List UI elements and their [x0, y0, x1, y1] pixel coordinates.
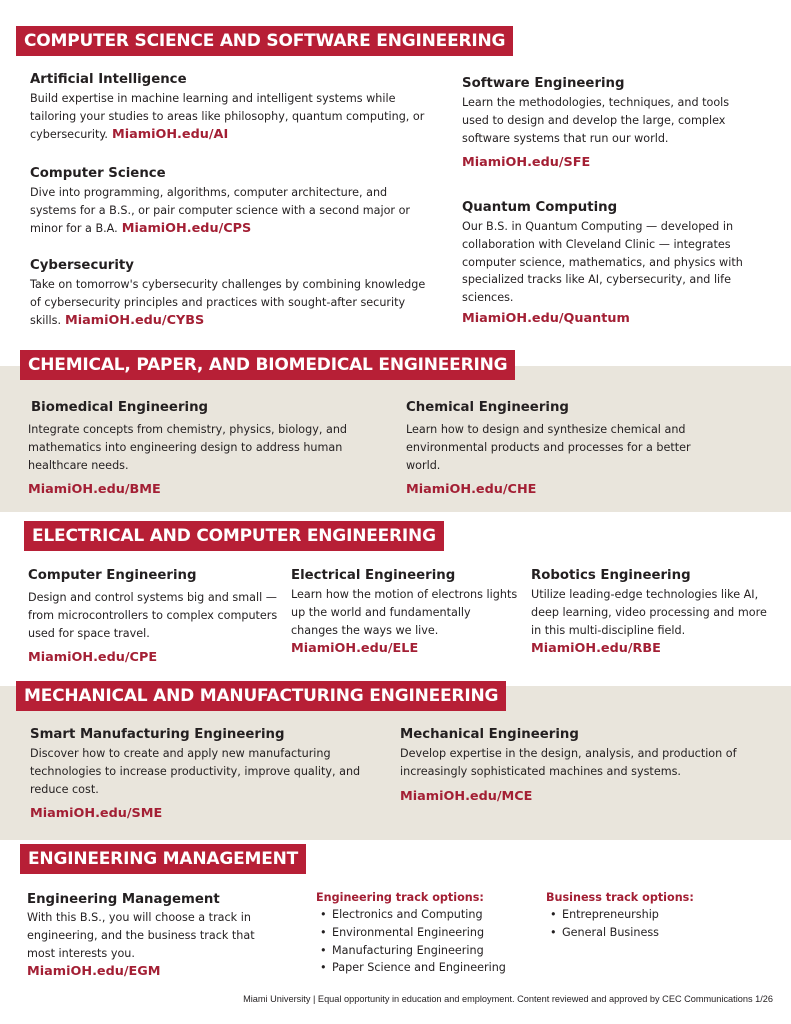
footer-text: Miami University | Equal opportunity in education and employment. Content reviewed and approved by CEC Communications 1/26 [243, 994, 773, 1004]
program-link[interactable]: MiamiOH.edu/Quantum [462, 310, 630, 326]
program-title: Robotics Engineering [531, 568, 691, 583]
program-robotics-engineering [531, 568, 776, 656]
program-link[interactable]: MiamiOH.edu/AI [111, 126, 229, 142]
engineering-track-options [316, 891, 506, 977]
program-title: Electrical Engineering [291, 568, 456, 583]
program-title: Artificial Intelligence [30, 72, 187, 87]
program-description: Integrate concepts from chemistry, physics, biology, and mathematics into engineering design to address human healthcare needs. [28, 423, 348, 472]
program-link[interactable]: MiamiOH.edu/SFE [462, 155, 591, 171]
program-link[interactable]: MiamiOH.edu/RBE [531, 641, 661, 657]
program-link[interactable]: MiamiOH.edu/SME [30, 806, 163, 822]
program-cybersecurity [30, 258, 430, 329]
program-description: Learn how the motion of electrons lights up the world and fundamentally changes the ways we live. [291, 588, 518, 637]
bullet-icon: • [550, 925, 557, 939]
program-title: Mechanical Engineering [400, 727, 579, 742]
list-item: • Paper Science and Engineering [316, 959, 506, 977]
program-description: Learn the methodologies, techniques, and tools used to design and develop the large, complex software systems that run our world. [462, 96, 730, 145]
program-link[interactable]: MiamiOH.edu/CPS [121, 220, 252, 236]
section-heading-mechanical: MECHANICAL AND MANUFACTURING ENGINEERING [16, 681, 506, 711]
list-item: • General Business [546, 924, 694, 942]
program-description: Develop expertise in the design, analysis, and production of increasingly sophisticated machines and systems. [400, 747, 737, 778]
section-heading-computer-science: COMPUTER SCIENCE AND SOFTWARE ENGINEERING [16, 26, 513, 56]
program-software-engineering [462, 76, 752, 170]
program-description: Take on tomorrow's cybersecurity challenges by combining knowledge of cybersecurity principles and practices with sought-after security skills. MiamiOH.edu/CYBS [30, 278, 426, 328]
program-title: Smart Manufacturing Engineering [30, 727, 285, 742]
section-heading-chemical: CHEMICAL, PAPER, AND BIOMEDICAL ENGINEERING [20, 350, 515, 380]
program-engineering-management [27, 892, 277, 979]
program-link[interactable]: MiamiOH.edu/BME [28, 482, 161, 498]
program-description: Discover how to create and apply new manufacturing technologies to increase productivity, improve quality, and reduce cost. [30, 747, 361, 796]
list-item: • Electronics and Computing [316, 906, 506, 924]
program-description: With this B.S., you will choose a track in engineering, and the business track that most interests you. [27, 911, 255, 960]
program-artificial-intelligence [30, 72, 430, 143]
bullet-icon: • [320, 943, 327, 957]
list-item: • Entrepreneurship [546, 906, 694, 924]
list-item: • Environmental Engineering [316, 924, 506, 942]
bullet-icon: • [320, 908, 327, 921]
program-smart-manufacturing [30, 727, 380, 821]
track-title: Business track options: [546, 891, 694, 904]
bullet-icon: • [320, 925, 327, 939]
section-heading-management: ENGINEERING MANAGEMENT [20, 844, 306, 874]
bullet-icon: • [550, 908, 557, 921]
list-item: • Manufacturing Engineering [316, 942, 506, 960]
track-list [546, 906, 694, 942]
program-link[interactable]: MiamiOH.edu/CPE [28, 650, 158, 666]
program-mechanical-engineering [400, 727, 745, 804]
program-link[interactable]: MiamiOH.edu/EGM [27, 964, 161, 980]
program-description: Design and control systems big and small — from microcontrollers to complex computers used for space travel. [28, 591, 278, 640]
program-computer-engineering [28, 568, 278, 665]
program-title: Computer Engineering [28, 568, 197, 583]
program-title: Engineering Management [27, 892, 220, 907]
program-title: Cybersecurity [30, 258, 134, 273]
program-computer-science [30, 166, 430, 237]
program-title: Computer Science [30, 166, 166, 181]
program-description: Our B.S. in Quantum Computing — developed in collaboration with Cleveland Clinic — integrates computer science, mathematics, and physics with specialized tracks like AI, cybersecurity, and life sciences. [462, 220, 743, 305]
track-list [316, 906, 506, 977]
business-track-options [546, 891, 694, 942]
program-description: Utilize leading-edge technologies like AI, deep learning, video processing and more in this multi-discipline field. [531, 588, 767, 637]
program-quantum-computing [462, 200, 762, 326]
program-link[interactable]: MiamiOH.edu/ELE [291, 641, 419, 657]
program-description: Learn how to design and synthesize chemical and environmental products and processes for a better world. [406, 423, 691, 472]
program-title: Chemical Engineering [406, 400, 569, 415]
program-title: Software Engineering [462, 76, 625, 91]
track-title: Engineering track options: [316, 891, 484, 904]
program-link[interactable]: MiamiOH.edu/MCE [400, 788, 533, 804]
program-description: Build expertise in machine learning and intelligent systems while tailoring your studies to areas like philosophy, quantum computing, or cybersecurity. MiamiOH.edu/AI [30, 92, 425, 142]
program-title: Quantum Computing [462, 200, 618, 215]
program-link[interactable]: MiamiOH.edu/CYBS [65, 312, 205, 328]
program-link[interactable]: MiamiOH.edu/CHE [406, 482, 537, 498]
program-biomedical-engineering [28, 400, 368, 497]
program-electrical-engineering [291, 568, 521, 656]
program-description: Dive into programming, algorithms, computer architecture, and systems for a B.S., or pair computer science with a second major or minor for a B.A. MiamiOH.edu/CPS [30, 186, 411, 236]
program-chemical-engineering [406, 400, 726, 497]
bullet-icon: • [320, 961, 327, 975]
section-heading-electrical: ELECTRICAL AND COMPUTER ENGINEERING [24, 521, 444, 551]
program-title: Biomedical Engineering [31, 400, 209, 415]
